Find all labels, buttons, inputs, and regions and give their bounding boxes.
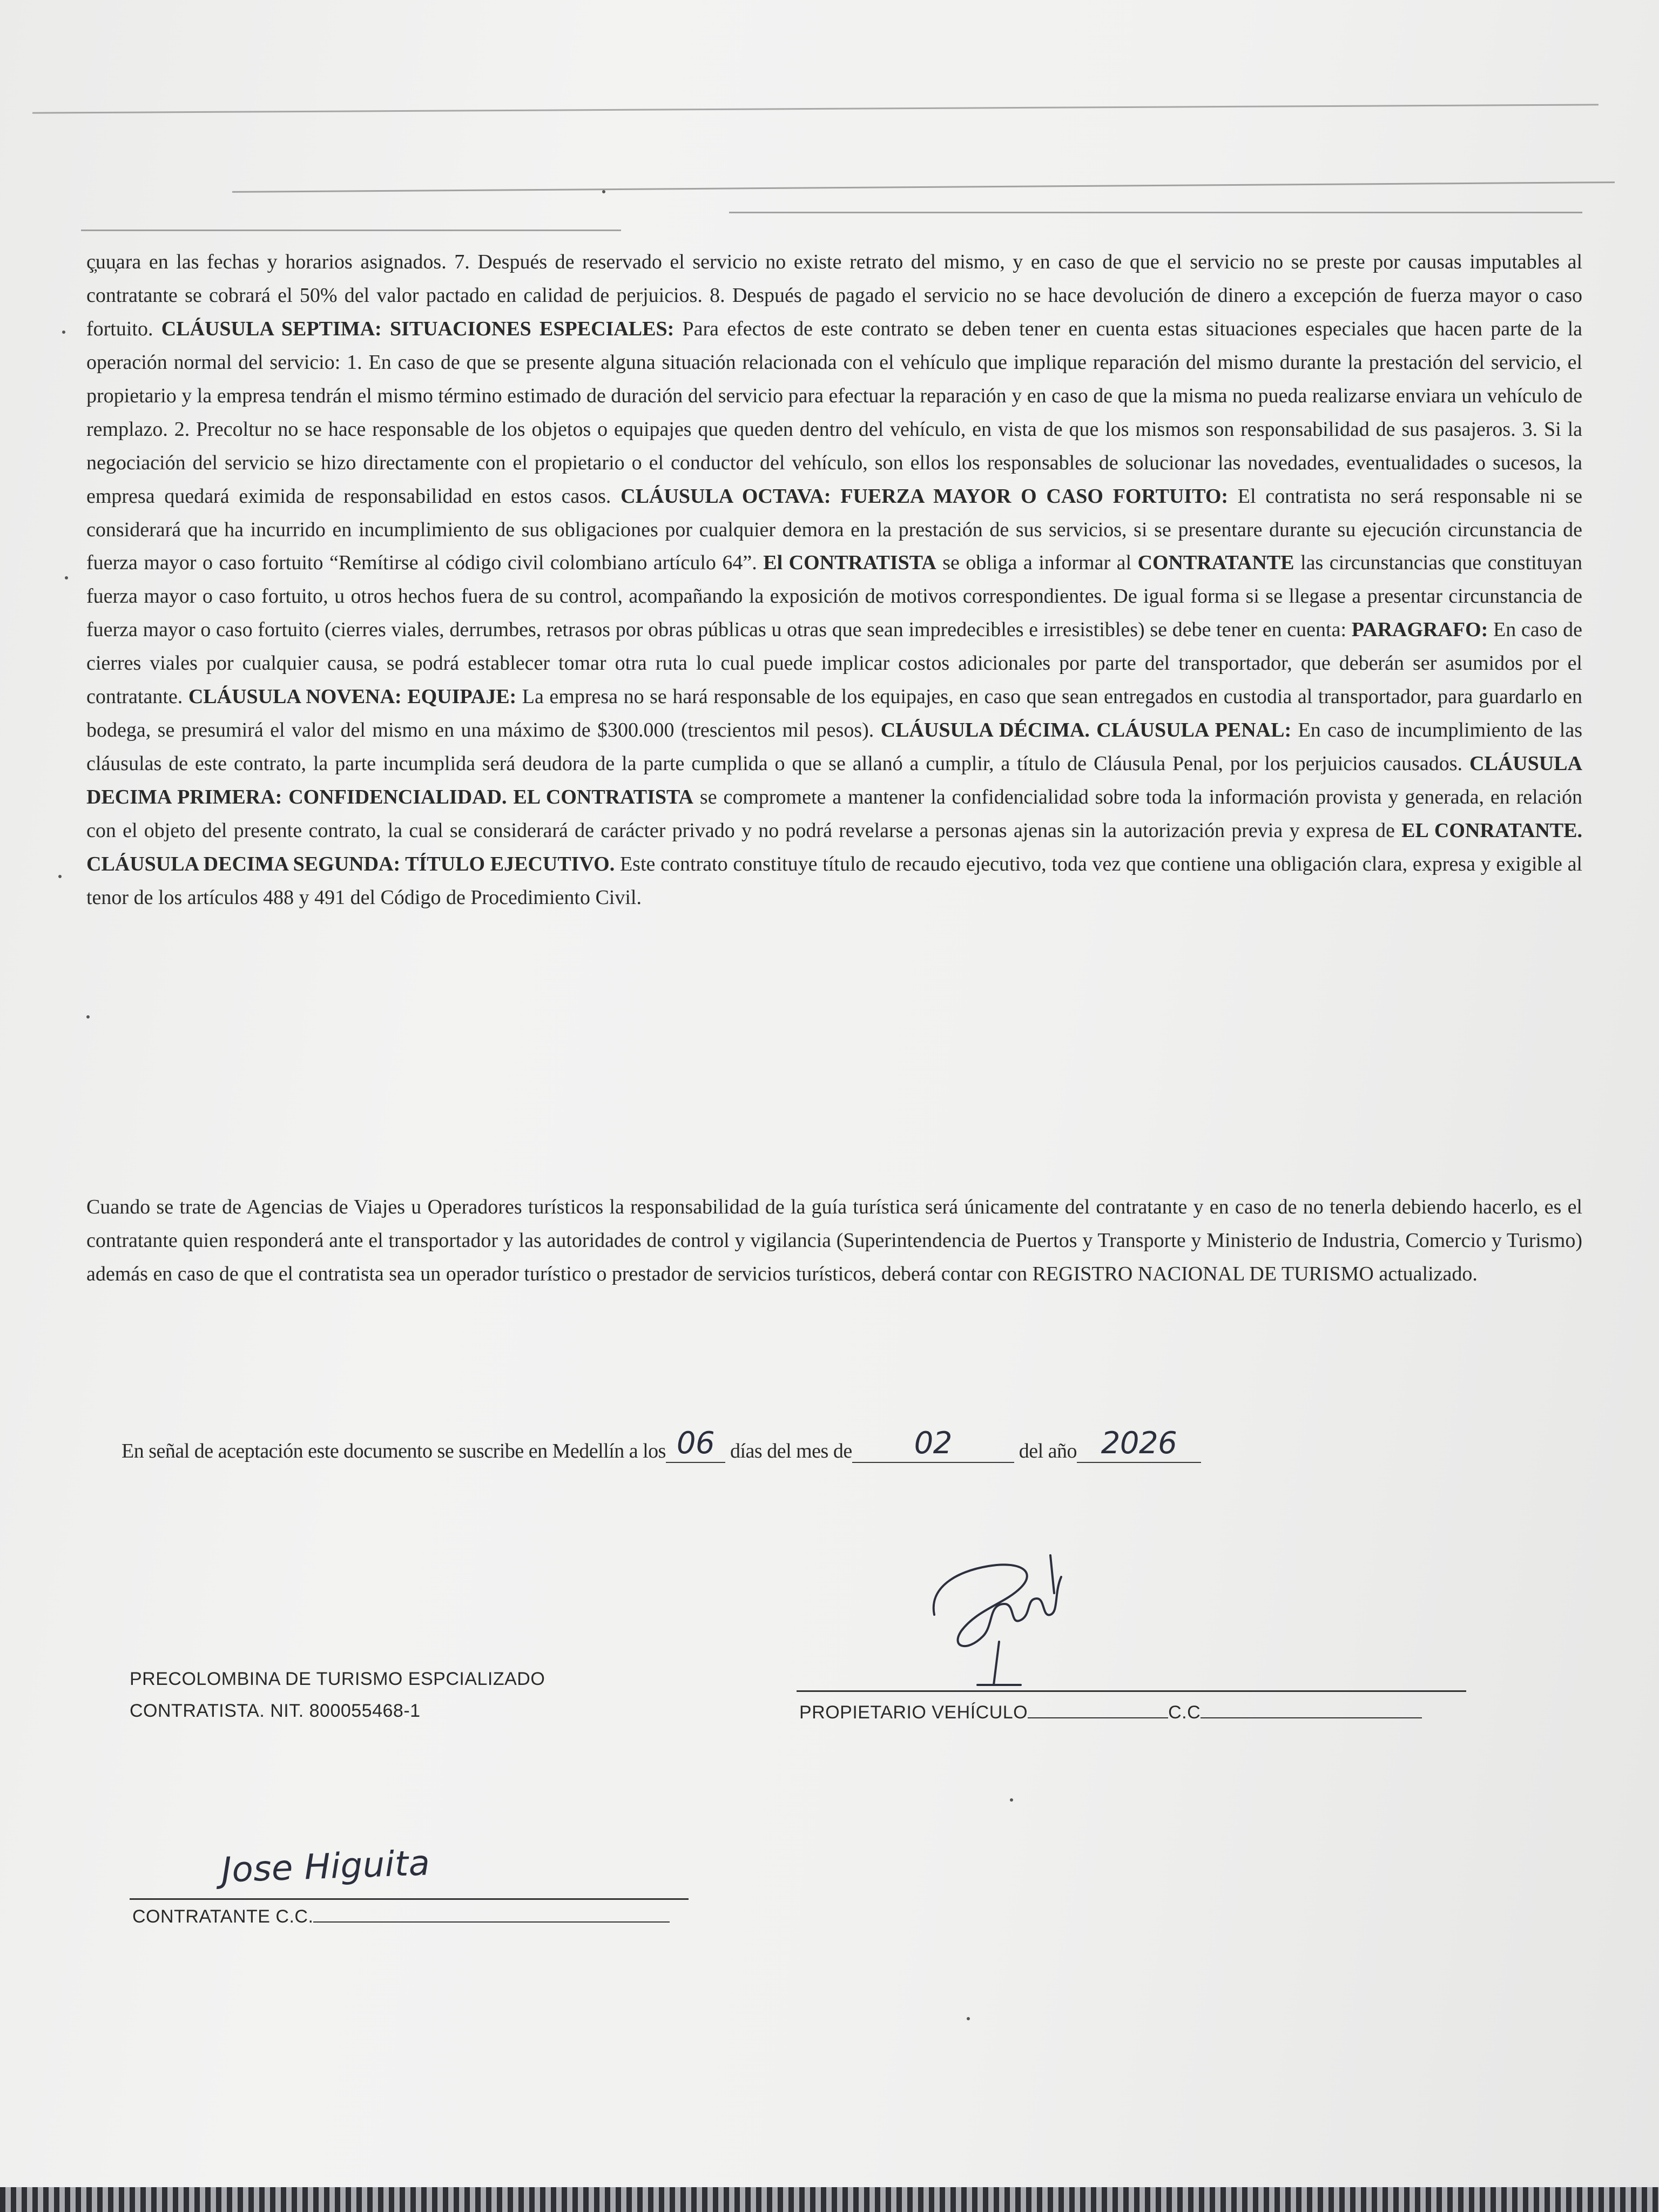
owner-signature-block xyxy=(799,1702,1422,1723)
year-label: del año xyxy=(1019,1440,1077,1462)
month-handwritten-value: 02 xyxy=(914,1426,952,1461)
clause-11-heading: CLÁUSULA DECIMA PRIMERA: CONFIDENCIALIDAD. xyxy=(86,752,1582,808)
stray-mark xyxy=(1010,1798,1013,1802)
clause-7-heading: CLÁUSULA SEPTIMA: SITUACIONES ESPECIALES: xyxy=(161,317,675,340)
stray-mark xyxy=(967,2017,970,2020)
clause-10-heading: CLÁUSULA DÉCIMA. CLÁUSULA PENAL: xyxy=(880,719,1292,742)
travel-agencies-text: Cuando se trate de Agencias de Viajes u Operadores turísticos la responsabilidad de la guía turística será únicamente del contratante y en caso de no tenerla debiendo hacerlo, es el contratante quien responderá ante el transportador y las autoridades de control y vigilancia (Superintendencia de Puertos y Transporte y Ministerio de Industria, Comercio y Turismo) además en caso de que el contratista sea un operador turístico o prestador de servicios turísticos, deberá contar con REGISTRO NACIONAL DE TURISMO actualizado. xyxy=(86,1196,1582,1285)
contratante-label: CONTRATANTE C.C. xyxy=(132,1906,314,1927)
top-rule-4 xyxy=(729,212,1582,213)
contratante-term: CONTRATANTE xyxy=(1137,551,1294,575)
contract-clauses-paragraph xyxy=(86,246,1582,915)
owner-cc-label: C.C xyxy=(1168,1702,1201,1723)
stray-mark xyxy=(86,1015,90,1019)
owner-signature-icon xyxy=(913,1523,1085,1696)
company-name: PRECOLOMBINA DE TURISMO ESPCIALIZADO xyxy=(130,1669,545,1689)
contratante-signature-block xyxy=(132,1906,670,1927)
day-handwritten-value: 06 xyxy=(676,1426,715,1461)
top-rule-3 xyxy=(81,230,621,231)
paragrafo-heading: PARAGRAFO: xyxy=(1351,618,1488,642)
day-blank[interactable] xyxy=(666,1426,725,1463)
year-blank[interactable] xyxy=(1077,1426,1201,1463)
clause-text-segment: se obliga a informar al xyxy=(936,551,1138,575)
contratista-term: El CONTRATISTA xyxy=(763,551,936,575)
clause-text-segment: ç̦uu̦ara en las fechas y horarios asignados. 7. Después de reservado el servicio no existe retrato del mismo, y en caso de que el servicio no se preste por causas imputables al contratante se cobrará el 50% del valor pactado en calidad de perjuicios. 8. Después de pagado el servicio no se hace devolución de dinero a excepción de fuerza mayor o caso fortuito. xyxy=(86,251,1582,340)
stray-mark xyxy=(62,331,65,334)
top-rule-1 xyxy=(32,104,1599,113)
owner-label: PROPIETARIO VEHÍCULO xyxy=(799,1702,1028,1723)
clause-text-segment: El contratista no será responsable ni se considerará que ha incurrido en incumplimiento de sus obligaciones por cualquier demora en la prestación de sus servicios, si se presentare durante su ejecución circunstancia de fuerza mayor o caso fortuito “Remítirse al código civil colombiano artículo 64”. xyxy=(86,484,1582,575)
contratante-handwritten-name xyxy=(221,1843,431,1890)
clause-text-segment: las circunstancias que constituyan fuerza mayor o caso fortuito, u otros hechos fuera de su control, acompañando la exposición de motivos correspondientes. De igual forma si se llegase a presentar circunstancia de fuerza mayor o caso fortuito (cierres viales, derrumbes, retrasos por obras públicas u otras que sean impredecibles e irresistibles) se debe tener en cuenta: xyxy=(86,551,1582,642)
background-surface-strip xyxy=(0,2187,1659,2212)
contratante-signature-line xyxy=(130,1898,689,1900)
year-handwritten-value: 2026 xyxy=(1101,1426,1177,1461)
contratante-signature-text: Jose Higuita xyxy=(220,1843,431,1891)
travel-agencies-paragraph xyxy=(86,1191,1582,1291)
month-blank[interactable] xyxy=(852,1426,1014,1463)
acceptance-line xyxy=(122,1426,1590,1463)
company-signature-block xyxy=(130,1669,545,1722)
clause-text-segment: En caso de cierres viales por cualquier causa, se podrá establecer tomar otra ruta lo cual puede implicar costos adicionales por parte del transportador, que deberán ser asumidos por el contratante. xyxy=(86,618,1582,709)
clause-12-heading: CLÁUSULA DECIMA SEGUNDA: TÍTULO EJECUTIVO. xyxy=(86,852,615,875)
owner-signature-line xyxy=(797,1690,1466,1692)
days-label: días del mes de xyxy=(730,1440,852,1462)
stray-mark xyxy=(602,190,605,193)
stray-mark xyxy=(65,576,68,579)
company-nit: CONTRATISTA. NIT. 800055468-1 xyxy=(130,1701,421,1721)
contratista-term: EL CONTRATISTA xyxy=(507,786,694,808)
contratante-term: EL CONRATANTE. xyxy=(1401,819,1582,842)
clause-9-heading: CLÁUSULA NOVENA: EQUIPAJE: xyxy=(188,685,517,709)
top-rule-2 xyxy=(232,181,1615,193)
clause-text-segment: En caso de incumplimiento de las cláusulas de este contrato, la parte incumplida será deudora de la parte cumplida o que se allanó a cumplir, a título de Cláusula Penal, por los perjuicios causados. xyxy=(86,719,1583,775)
clause-text-segment: La empresa no se hará responsable de los equipajes, en caso que sean entregados en custodia al transportador, para guardarlo en bodega, se presumirá el valor del mismo en una máximo de $300.000 (trescientos mil pesos). xyxy=(86,685,1582,742)
clause-8-heading: CLÁUSULA OCTAVA: FUERZA MAYOR O CASO FORTUITO: xyxy=(621,484,1229,508)
acceptance-prefix: En señal de aceptación este documento se suscribe en Medellín a los xyxy=(122,1440,666,1462)
clause-text-segment: Este contrato constituye título de recaudo ejecutivo, toda vez que contiene una obligación clara, expresa y exigible al tenor de los artículos 488 y 491 del Código de Procedimiento Civil. xyxy=(86,852,1582,909)
stray-mark xyxy=(58,875,62,878)
clause-text-segment: Para efectos de este contrato se deben tener en cuenta estas situaciones especiales que hacen parte de la operación normal del servicio: 1. En caso de que se presente alguna situación relacionada con el vehículo que implique reparación del mismo durante la prestación del servicio, el propietario y la empresa tendrán el mismo término estimado de duración del servicio para efectuar la reparación y en caso de que la misma no pueda realizarse enviara un vehículo de remplazo. 2. Precoltur no se hace responsable de los objetos o equipajes que queden dentro del vehículo, en vista de que los mismos son responsabilidad de sus pasajeros. 3. Si la negociación del servicio se hizo directamente con el propietario o el conductor del vehículo, son ellos los responsables de solucionar las novedades, eventualidades o sucesos, la empresa quedará eximida de responsabilidad en estos casos. xyxy=(86,317,1583,508)
clause-text-segment: se compromete a mantener la confidencialidad sobre toda la información provista y generada, en relación con el objeto del presente contrato, la cual se considerará de carácter privado y no podrá revelarse a personas ajenas sin la autorización previa y expresa de xyxy=(86,786,1583,842)
